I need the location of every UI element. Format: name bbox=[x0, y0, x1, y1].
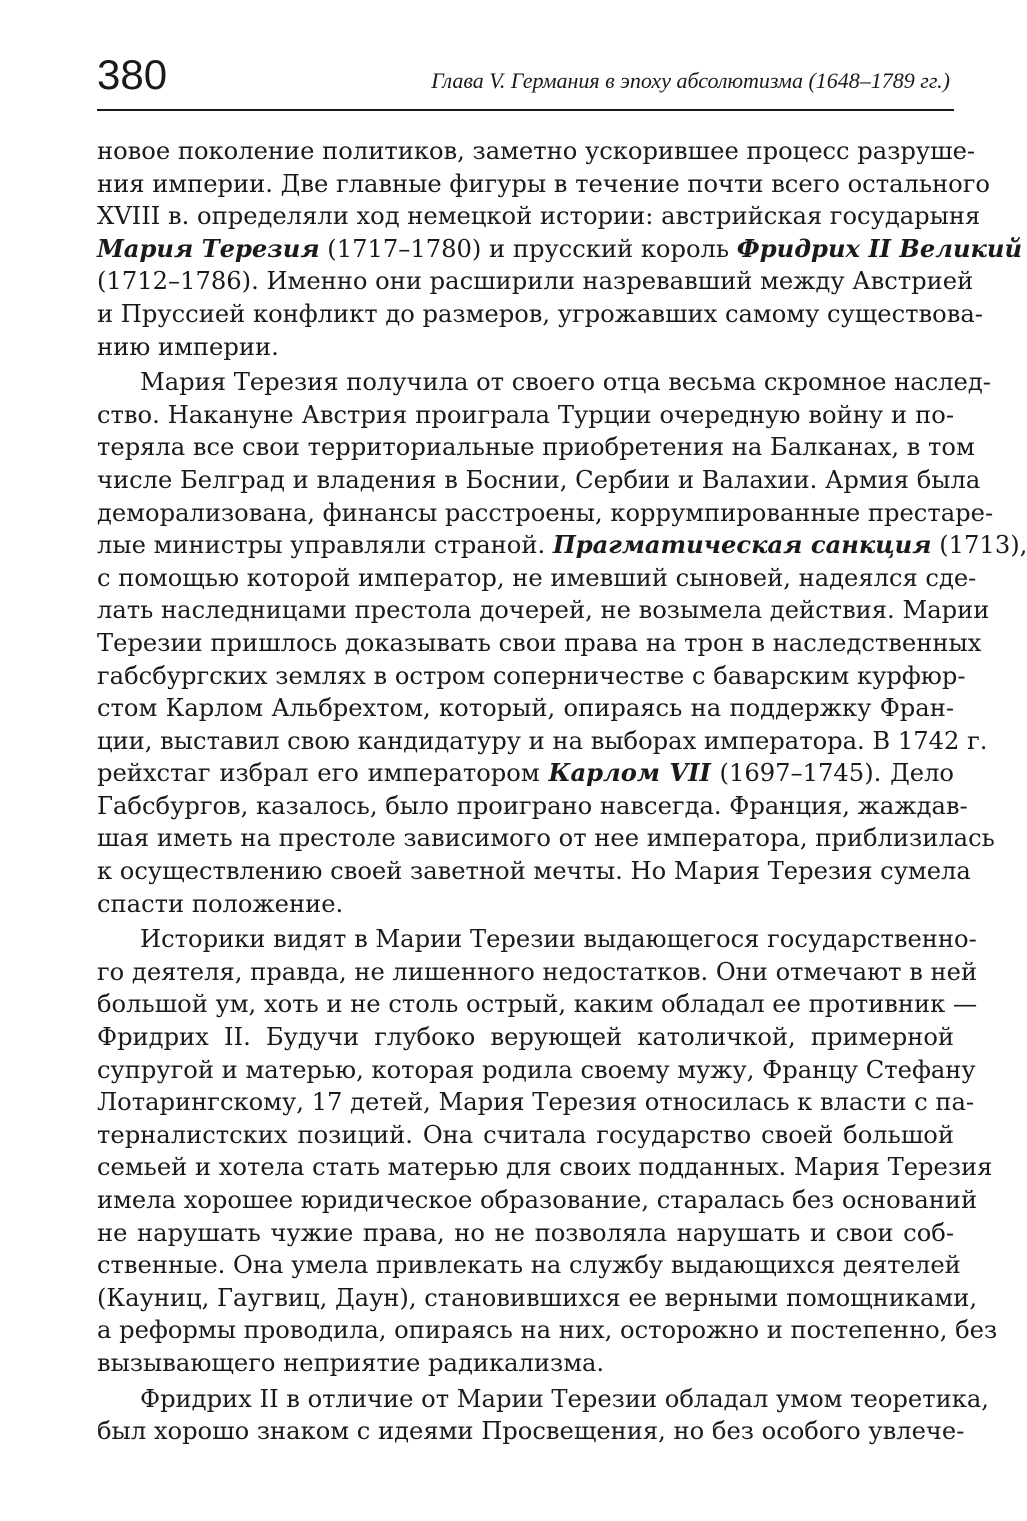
text-line bbox=[97, 431, 975, 464]
emphasized-term: Фридрих II Великий bbox=[736, 233, 1023, 263]
text-line bbox=[97, 1184, 978, 1217]
text-line bbox=[97, 855, 971, 888]
text-run: деморализована, финансы расстроены, коррумпированные престаре- bbox=[97, 498, 994, 527]
text-line bbox=[97, 168, 990, 201]
text-run: Фридрих II в отличие от Марии Терезии обладал умом теоретика, bbox=[140, 1384, 989, 1413]
text-run: ния империи. Две главные фигуры в течение почти всего остального bbox=[97, 169, 990, 198]
running-head: Глава V. Германия в эпоху абсолютизма (1648–1789 гг.) bbox=[431, 68, 950, 93]
text-line bbox=[97, 265, 974, 298]
text-line bbox=[97, 1347, 954, 1380]
text-line bbox=[97, 660, 966, 693]
paragraph bbox=[97, 135, 1023, 363]
text-line bbox=[97, 200, 981, 233]
text-run: Историки видят в Марии Терезии выдающегося государственно- bbox=[140, 925, 977, 954]
text-line bbox=[97, 594, 990, 627]
text-run: XVIII в. определяли ход немецкой истории: австрийская государыня bbox=[97, 202, 981, 231]
text-run: стом Карлом Альбрехтом, который, опираясь на поддержку Фран- bbox=[97, 694, 954, 723]
text-run: семьей и хотела стать матерью для своих подданных. Мария Терезия bbox=[97, 1153, 993, 1182]
text-run: ственные. Она умела привлекать на службу выдающихся деятелей bbox=[97, 1251, 961, 1280]
text-line bbox=[97, 399, 954, 432]
text-run: (1712–1786). Именно они расширили назревавший между Австрией bbox=[97, 267, 974, 296]
emphasized-term: Карлом VII bbox=[548, 758, 711, 788]
text-line bbox=[97, 1054, 976, 1087]
text-run: Терезии пришлось доказывать свои права на трон в наследственных bbox=[97, 628, 982, 657]
text-run: ство. Накануне Австрия проиграла Турции очередную войну и по- bbox=[97, 400, 954, 429]
text-line bbox=[97, 1021, 954, 1054]
text-line bbox=[97, 692, 954, 725]
text-run: габсбургских землях в остром соперничестве с баварским курфюр- bbox=[97, 661, 966, 690]
text-run: (1713), bbox=[931, 531, 1027, 560]
header-rule bbox=[97, 109, 954, 111]
page-number: 380 bbox=[97, 51, 168, 98]
text-run: Лотарингскому, 17 детей, Мария Терезия относилась к власти с па- bbox=[97, 1088, 975, 1117]
text-line bbox=[97, 562, 977, 595]
text-run: го деятеля, правда, не лишенного недостатков. Они отмечают в ней bbox=[97, 957, 978, 986]
text-run: супругой и матерью, которая родила своему мужу, Францу Стефану bbox=[97, 1055, 976, 1084]
paragraph bbox=[97, 1383, 989, 1448]
text-run: был хорошо знаком с идеями Просвещения, но без особого увлече- bbox=[97, 1417, 965, 1446]
text-run: не нарушать чужие права, но не позволяла нарушать и свои соб- bbox=[97, 1218, 954, 1247]
emphasized-term: Прагматическая санкция bbox=[552, 530, 932, 560]
text-run: Фридрих II. Будучи глубоко верующей католичкой, примерной bbox=[97, 1023, 954, 1052]
text-line bbox=[97, 1086, 975, 1119]
text-run: (Кауниц, Гаугвиц, Даун), становившихся ее верными помощниками, bbox=[97, 1283, 978, 1312]
text-run: рейхстаг избрал его императором bbox=[97, 759, 549, 788]
text-run: ции, выставил свою кандидатуру и на выборах императора. В 1742 г. bbox=[97, 726, 988, 755]
text-run: лые министры управляли страной. bbox=[97, 531, 553, 560]
text-line bbox=[97, 331, 954, 364]
text-run: новое поколение политиков, заметно ускорившее процесс разруше- bbox=[97, 137, 976, 165]
text-run: а реформы проводила, опираясь на них, осторожно и постепенно, без bbox=[97, 1316, 998, 1345]
text-line bbox=[97, 1217, 954, 1250]
text-line bbox=[97, 725, 988, 758]
text-run: и Пруссией конфликт до размеров, угрожавших самому существова- bbox=[97, 299, 983, 328]
text-run: к осуществлению своей заветной мечты. Но Мария Терезия сумела bbox=[97, 857, 971, 886]
text-line bbox=[97, 822, 995, 855]
text-run: Мария Терезия получила от своего отца весьма скромное наслед- bbox=[140, 368, 991, 397]
text-line bbox=[97, 790, 968, 823]
text-line bbox=[97, 233, 1023, 266]
text-run: нию империи. bbox=[97, 332, 279, 361]
text-line bbox=[97, 1282, 978, 1315]
text-run: имела хорошее юридическое образование, старалась без оснований bbox=[97, 1186, 978, 1214]
paragraph bbox=[97, 923, 998, 1379]
text-line bbox=[97, 1249, 961, 1282]
text-line bbox=[97, 956, 978, 989]
text-line bbox=[97, 1383, 989, 1416]
text-run: с помощью которой император, не имевший сыновей, надеялся сде- bbox=[97, 563, 977, 592]
paragraph bbox=[97, 366, 1027, 920]
emphasized-term: Мария Терезия bbox=[97, 233, 320, 263]
text-line bbox=[97, 1151, 993, 1184]
page-header bbox=[97, 51, 952, 100]
text-run: терналистских позиций. Она считала государство своей большой bbox=[97, 1120, 954, 1149]
text-run: шая иметь на престоле зависимого от нее императора, приблизилась bbox=[97, 824, 995, 853]
text-run: (1697–1745). Дело bbox=[710, 759, 954, 788]
text-run: Габсбургов, казалось, было проиграно навсегда. Франция, жаждав- bbox=[97, 791, 968, 820]
text-line bbox=[97, 464, 981, 497]
text-line bbox=[97, 1314, 998, 1347]
text-line bbox=[97, 298, 983, 331]
text-line bbox=[97, 135, 976, 168]
text-line bbox=[97, 888, 954, 921]
body-text bbox=[97, 135, 1027, 1448]
text-line bbox=[97, 757, 954, 790]
text-line bbox=[97, 529, 1027, 562]
text-line bbox=[97, 1415, 965, 1448]
text-run: лать наследницами престола дочерей, не возымела действия. Марии bbox=[97, 596, 990, 625]
text-run: (1717–1780) и прусский король bbox=[319, 234, 737, 263]
text-line bbox=[97, 627, 982, 660]
text-line bbox=[97, 988, 978, 1021]
text-run: спасти положение. bbox=[97, 889, 344, 918]
text-run: числе Белград и владения в Боснии, Сербии и Валахии. Армия была bbox=[97, 465, 981, 494]
text-run: большой ум, хоть и не столь острый, каким обладал ее противник — bbox=[97, 990, 978, 1019]
text-line bbox=[97, 497, 994, 530]
text-run: теряла все свои территориальные приобретения на Балканах, в том bbox=[97, 433, 975, 462]
book-page bbox=[97, 51, 1027, 1446]
text-line bbox=[97, 366, 991, 399]
text-line bbox=[97, 923, 977, 956]
text-run: вызывающего неприятие радикализма. bbox=[97, 1348, 605, 1377]
text-line bbox=[97, 1119, 954, 1152]
